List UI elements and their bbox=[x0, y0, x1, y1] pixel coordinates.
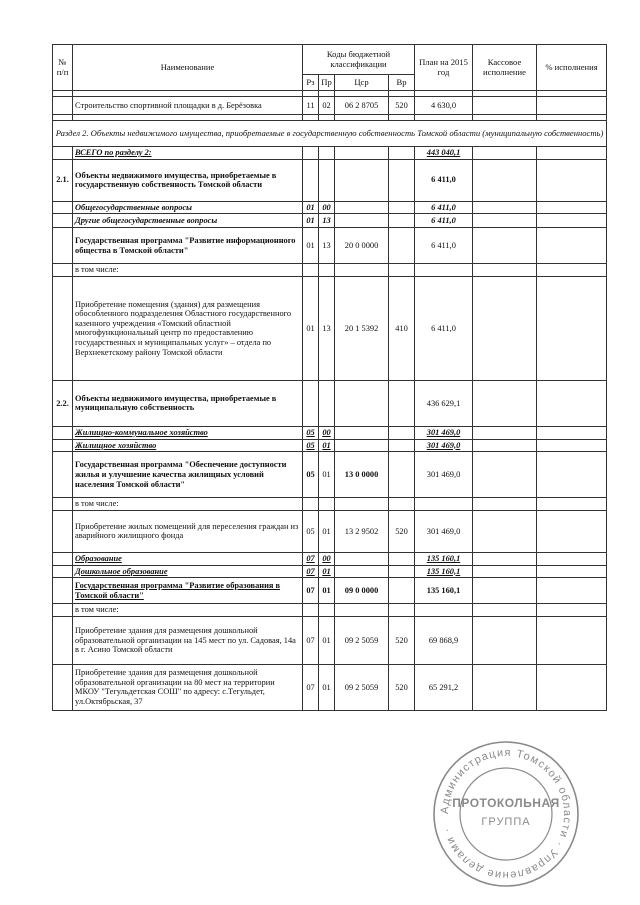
header-row bbox=[53, 45, 607, 75]
row-name: Общегосударственные вопросы bbox=[73, 201, 303, 214]
row-plan: 135 160,1 bbox=[415, 552, 473, 565]
row-csr: 06 2 8705 bbox=[335, 97, 389, 115]
table-row bbox=[53, 552, 607, 565]
row-plan: 301 469,0 bbox=[415, 439, 473, 452]
row-csr: 09 2 5059 bbox=[335, 616, 389, 664]
table-row bbox=[53, 565, 607, 578]
header-csr: Цср bbox=[335, 75, 389, 91]
row-rz: 07 bbox=[303, 552, 319, 565]
row-csr: 20 0 0000 bbox=[335, 228, 389, 264]
row-name: Приобретение здания для размещения дошкольной образовательной организации на 145 мест по ул. Садовая, 14а в г. Асино Томской области bbox=[73, 616, 303, 664]
svg-text:Администрация Томской области bbox=[439, 747, 573, 881]
row-rz: 07 bbox=[303, 565, 319, 578]
row-rz: 07 bbox=[303, 664, 319, 710]
table-row bbox=[53, 426, 607, 439]
row-csr: 13 2 9502 bbox=[335, 510, 389, 552]
row-plan: 301 469,0 bbox=[415, 510, 473, 552]
row-rz: 05 bbox=[303, 452, 319, 498]
table-row bbox=[53, 380, 607, 426]
official-stamp bbox=[430, 738, 582, 890]
table-row bbox=[53, 159, 607, 201]
row-rz: 05 bbox=[303, 439, 319, 452]
row-name: Жилищно-коммунальное хозяйство bbox=[73, 426, 303, 439]
row-pr: 13 bbox=[319, 214, 335, 228]
row-plan: 6 411,0 bbox=[415, 214, 473, 228]
row-rz: 01 bbox=[303, 214, 319, 228]
header-codes: Коды бюджетной классификации bbox=[303, 45, 415, 75]
stamp-line1: ПРОТОКОЛЬНАЯ bbox=[452, 796, 560, 810]
stamp-ring-icon bbox=[430, 738, 582, 890]
table-row bbox=[53, 616, 607, 664]
header-pct: % исполнения bbox=[537, 45, 607, 91]
row-pr: 00 bbox=[319, 552, 335, 565]
header-plan: План на 2015 год bbox=[415, 45, 473, 91]
row-plan: 6 411,0 bbox=[415, 159, 473, 201]
row-plan: 6 411,0 bbox=[415, 228, 473, 264]
row-pr: 13 bbox=[319, 276, 335, 380]
row-plan: 4 630,0 bbox=[415, 97, 473, 115]
row-name: ВСЕГО по разделу 2: bbox=[73, 147, 303, 160]
row-csr: 09 2 5059 bbox=[335, 664, 389, 710]
row-rz: 05 bbox=[303, 426, 319, 439]
row-vr: 520 bbox=[389, 97, 415, 115]
row-plan: 65 291,2 bbox=[415, 664, 473, 710]
row-name: Приобретение жилых помещений для переселения граждан из аварийного жилищного фонда bbox=[73, 510, 303, 552]
row-pr: 01 bbox=[319, 452, 335, 498]
row-rz: 01 bbox=[303, 276, 319, 380]
row-name: Государственная программа "Развитие информационного общества в Томской области" bbox=[73, 228, 303, 264]
row-name: Строительство спортивной площадки в д. Берёзовка bbox=[73, 97, 303, 115]
table-row bbox=[53, 147, 607, 160]
row-vr: 520 bbox=[389, 616, 415, 664]
row-pr: 01 bbox=[319, 616, 335, 664]
table-row bbox=[53, 578, 607, 604]
table-row bbox=[53, 276, 607, 380]
row-name: Образование bbox=[73, 552, 303, 565]
row-csr: 09 0 0000 bbox=[335, 578, 389, 604]
row-pr: 01 bbox=[319, 565, 335, 578]
row-rz: 07 bbox=[303, 578, 319, 604]
table-row bbox=[53, 498, 607, 511]
row-pr: 01 bbox=[319, 439, 335, 452]
stamp-line2: ГРУППА bbox=[481, 816, 531, 828]
budget-sheet bbox=[52, 44, 606, 711]
table-row bbox=[53, 452, 607, 498]
table-row bbox=[53, 604, 607, 617]
header-num: № п/п bbox=[53, 45, 73, 91]
header-vr: Вр bbox=[389, 75, 415, 91]
row-pr: 02 bbox=[319, 97, 335, 115]
table-row bbox=[53, 664, 607, 710]
row-pr: 00 bbox=[319, 201, 335, 214]
row-name: в том числе: bbox=[73, 498, 303, 511]
row-name: Государственная программа "Обеспечение доступности жилья и улучшение качества жилищных условий населения Томской области" bbox=[73, 452, 303, 498]
row-plan: 135 160,1 bbox=[415, 565, 473, 578]
section-title: Раздел 2. Объекты недвижимого имущества, приобретаемые в государственную собственность Томской области (муниципальную собственность) bbox=[53, 121, 607, 147]
row-pr: 00 bbox=[319, 426, 335, 439]
section-row bbox=[53, 121, 607, 147]
row-plan: 6 411,0 bbox=[415, 276, 473, 380]
row-plan: 69 868,9 bbox=[415, 616, 473, 664]
row-name: в том числе: bbox=[73, 264, 303, 277]
stamp-ring-text: Администрация Томской области · Управление делами · bbox=[438, 746, 574, 882]
row-pr: 01 bbox=[319, 664, 335, 710]
row-vr: 520 bbox=[389, 510, 415, 552]
row-name: Объекты недвижимого имущества, приобретаемые в государственную собственность Томской области bbox=[73, 159, 303, 201]
row-csr: 13 0 0000 bbox=[335, 452, 389, 498]
table-row bbox=[53, 201, 607, 214]
header-pr: Пр bbox=[319, 75, 335, 91]
row-pr: 01 bbox=[319, 578, 335, 604]
row-plan: 443 040,1 bbox=[415, 147, 473, 160]
row-vr: 520 bbox=[389, 664, 415, 710]
row-name: Другие общегосударственные вопросы bbox=[73, 214, 303, 228]
row-csr: 20 1 5392 bbox=[335, 276, 389, 380]
row-plan: 6 411,0 bbox=[415, 201, 473, 214]
row-name: Жилищное хозяйство bbox=[73, 439, 303, 452]
table-row bbox=[53, 214, 607, 228]
table-row bbox=[53, 510, 607, 552]
row-rz: 11 bbox=[303, 97, 319, 115]
row-pr: 01 bbox=[319, 510, 335, 552]
table-row bbox=[53, 439, 607, 452]
table-row bbox=[53, 97, 607, 115]
row-plan: 436 629,1 bbox=[415, 380, 473, 426]
table-row bbox=[53, 264, 607, 277]
row-pr: 13 bbox=[319, 228, 335, 264]
row-name: Объекты недвижимого имущества, приобретаемые в муниципальную собственность bbox=[73, 380, 303, 426]
row-plan: 301 469,0 bbox=[415, 452, 473, 498]
row-num: 2.2. bbox=[53, 380, 73, 426]
row-rz: 07 bbox=[303, 616, 319, 664]
budget-table bbox=[52, 44, 607, 711]
row-name: Приобретение здания для размещения дошкольной образовательной организации на 80 мест на территории МКОУ "Тегульдетская СОШ" по адресу: с.Тегульдет, ул.Октябрьская, 37 bbox=[73, 664, 303, 710]
row-rz: 05 bbox=[303, 510, 319, 552]
row-name: Государственная программа "Развитие образования в Томской области" bbox=[73, 578, 303, 604]
row-plan: 301 469,0 bbox=[415, 426, 473, 439]
table-row bbox=[53, 228, 607, 264]
row-num: 2.1. bbox=[53, 159, 73, 201]
row-name: Приобретение помещения (здания) для размещения обособленного подразделения Областного государственного казенного учреждения «Томский областной многофункциональный центр по предоставлению государственных и муниципальных услуг» – отдела по Верхнекетскому району Томской области bbox=[73, 276, 303, 380]
header-cash: Кассовое исполнение bbox=[473, 45, 537, 91]
row-rz: 01 bbox=[303, 201, 319, 214]
row-name: в том числе: bbox=[73, 604, 303, 617]
header-rz: Рз bbox=[303, 75, 319, 91]
row-name: Дошкольное образование bbox=[73, 565, 303, 578]
row-plan: 135 160,1 bbox=[415, 578, 473, 604]
header-name: Наименование bbox=[73, 45, 303, 91]
row-rz: 01 bbox=[303, 228, 319, 264]
row-vr: 410 bbox=[389, 276, 415, 380]
